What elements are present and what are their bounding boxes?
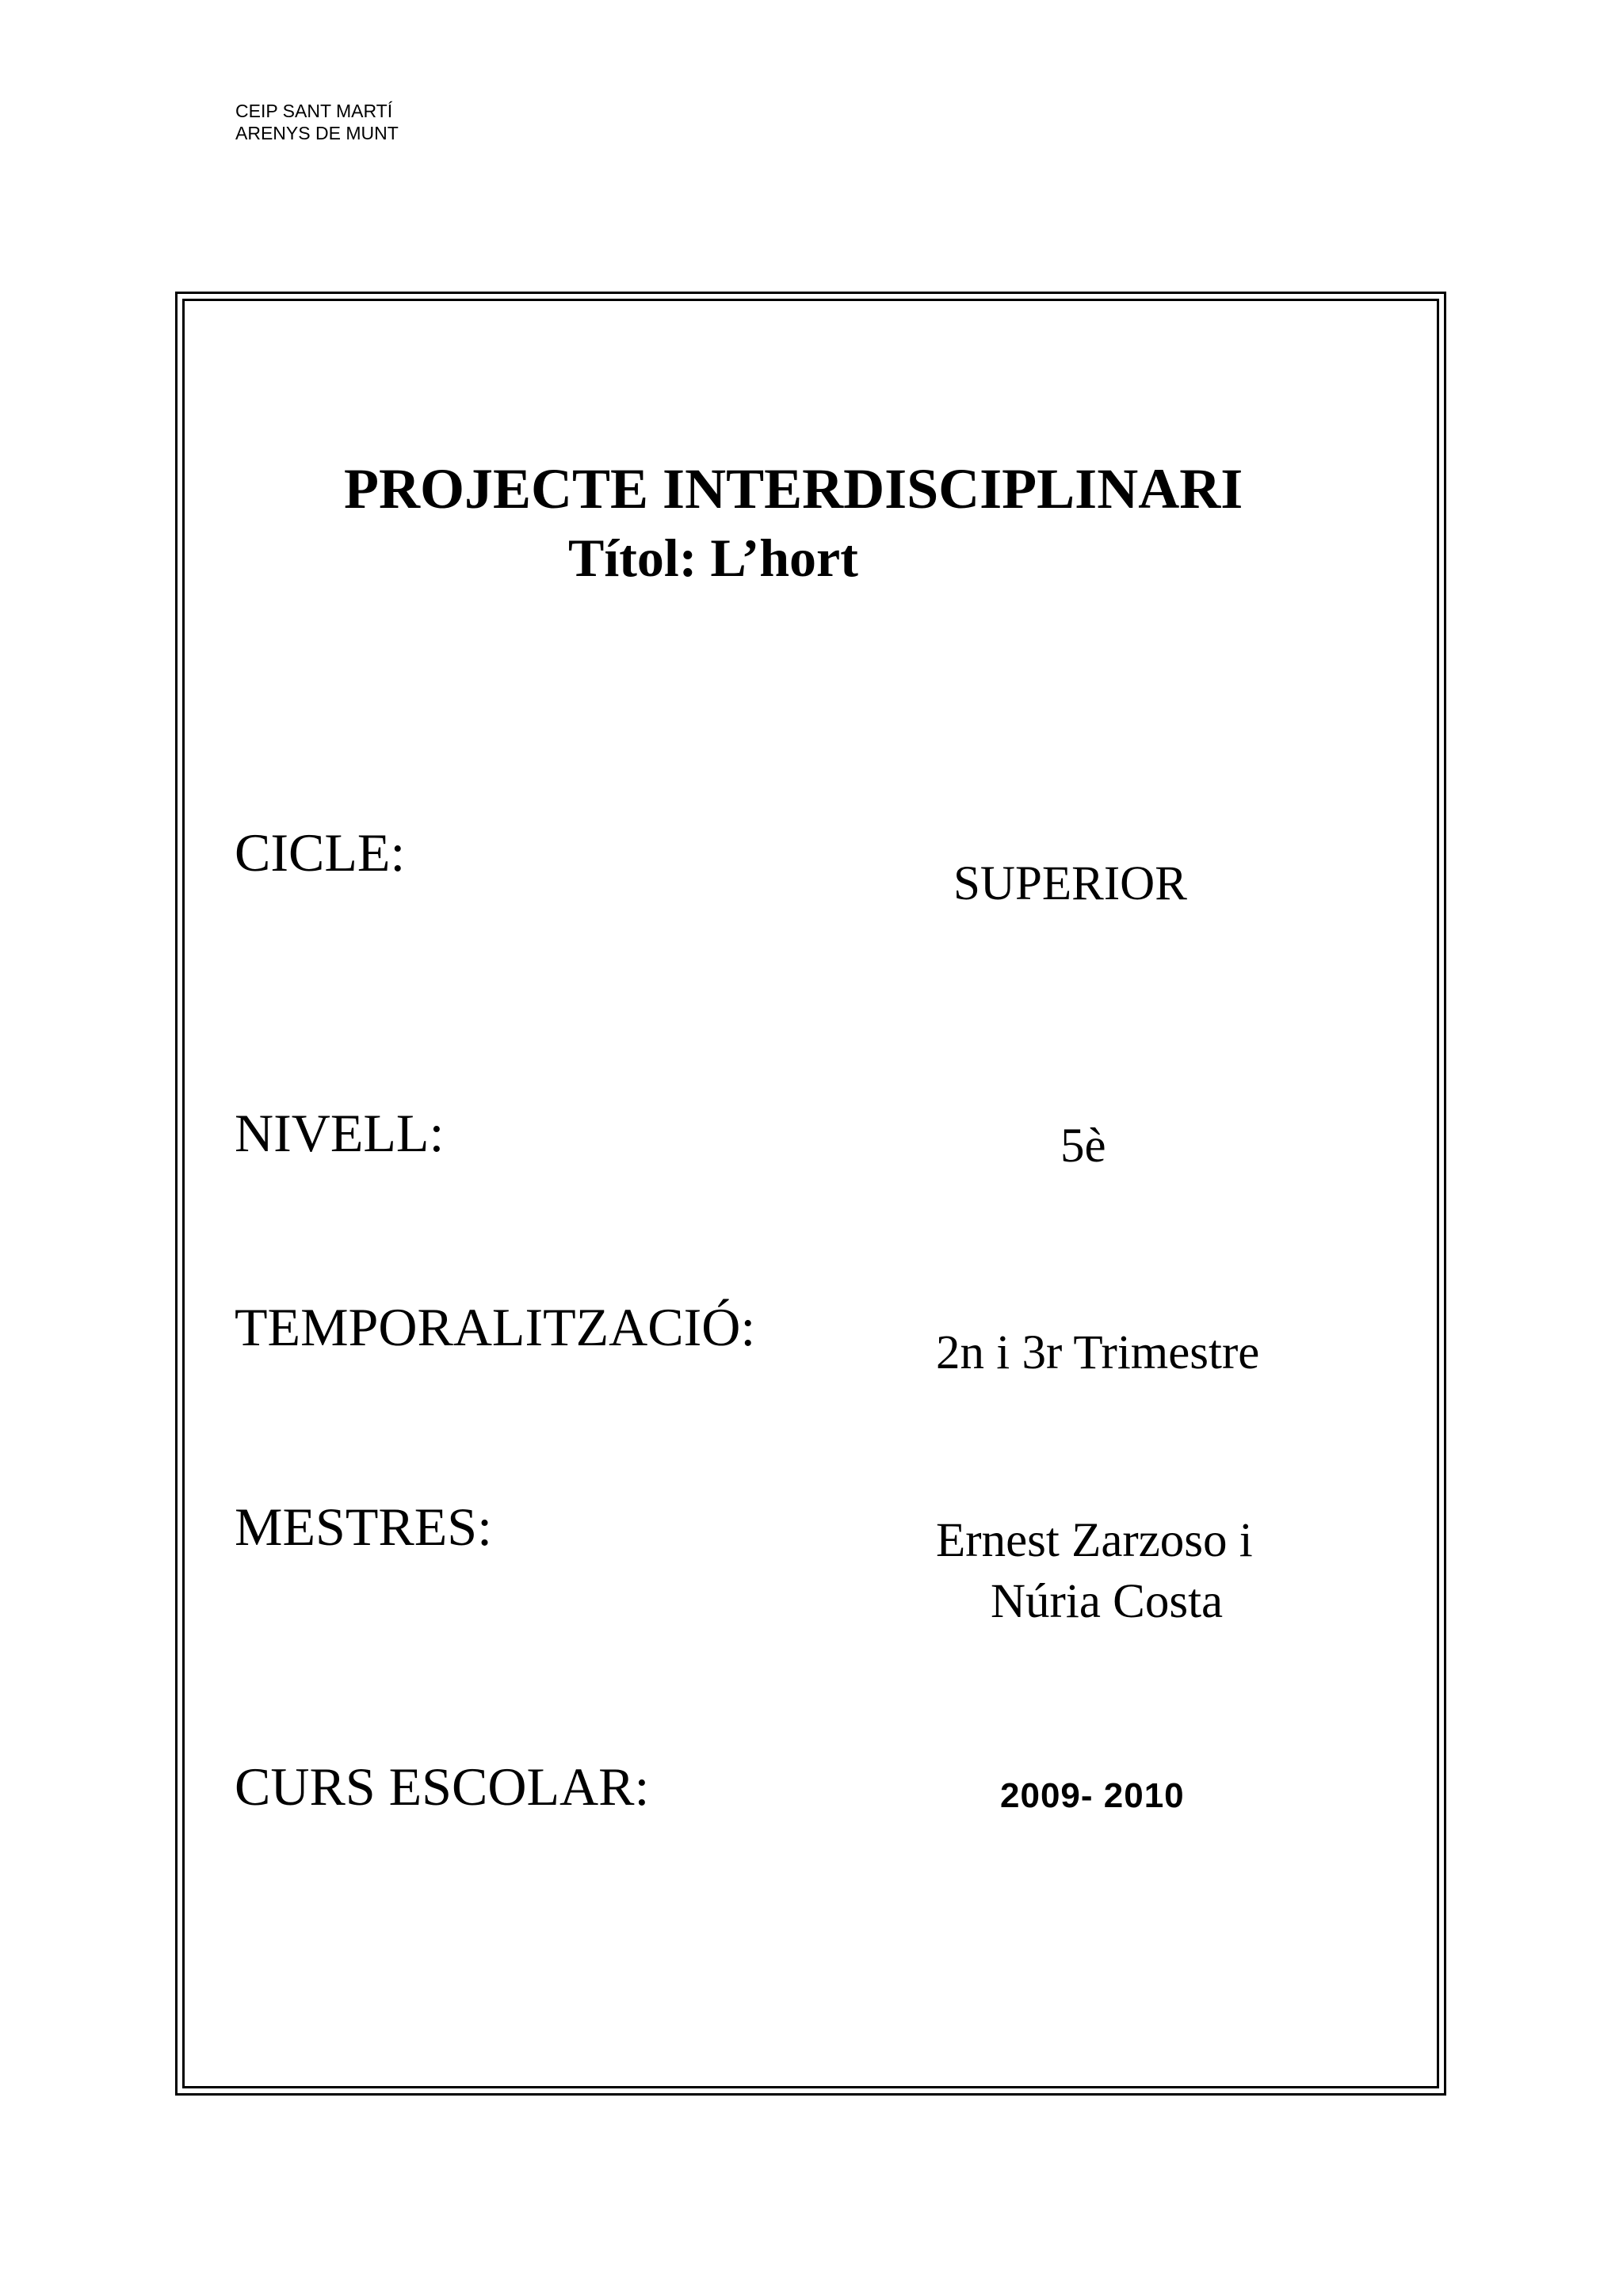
school-name: CEIP SANT MARTÍ <box>235 101 393 121</box>
temporalitzacio-value: 2n i 3r Trimestre <box>936 1326 1260 1379</box>
temporalitzacio-label: TEMPORALITZACIÓ: <box>235 1297 756 1357</box>
school-header <box>235 100 399 144</box>
project-title: PROJECTE INTERDISCIPLINARI <box>344 457 1243 521</box>
nivell-label: NIVELL: <box>235 1103 445 1163</box>
mestres-value-line1: Ernest Zarzoso i <box>936 1514 1253 1567</box>
project-subtitle: Títol: L’hort <box>568 528 858 588</box>
mestres-label: MESTRES: <box>235 1497 492 1557</box>
cicle-label: CICLE: <box>235 822 406 883</box>
nivell-value: 5è <box>1060 1119 1106 1173</box>
school-town: ARENYS DE MUNT <box>235 123 399 143</box>
curs-escolar-label: CURS ESCOLAR: <box>235 1756 650 1817</box>
cicle-value: SUPERIOR <box>953 857 1187 910</box>
curs-escolar-value: 2009- 2010 <box>1000 1776 1185 1815</box>
mestres-value-line2: Núria Costa <box>991 1575 1224 1628</box>
